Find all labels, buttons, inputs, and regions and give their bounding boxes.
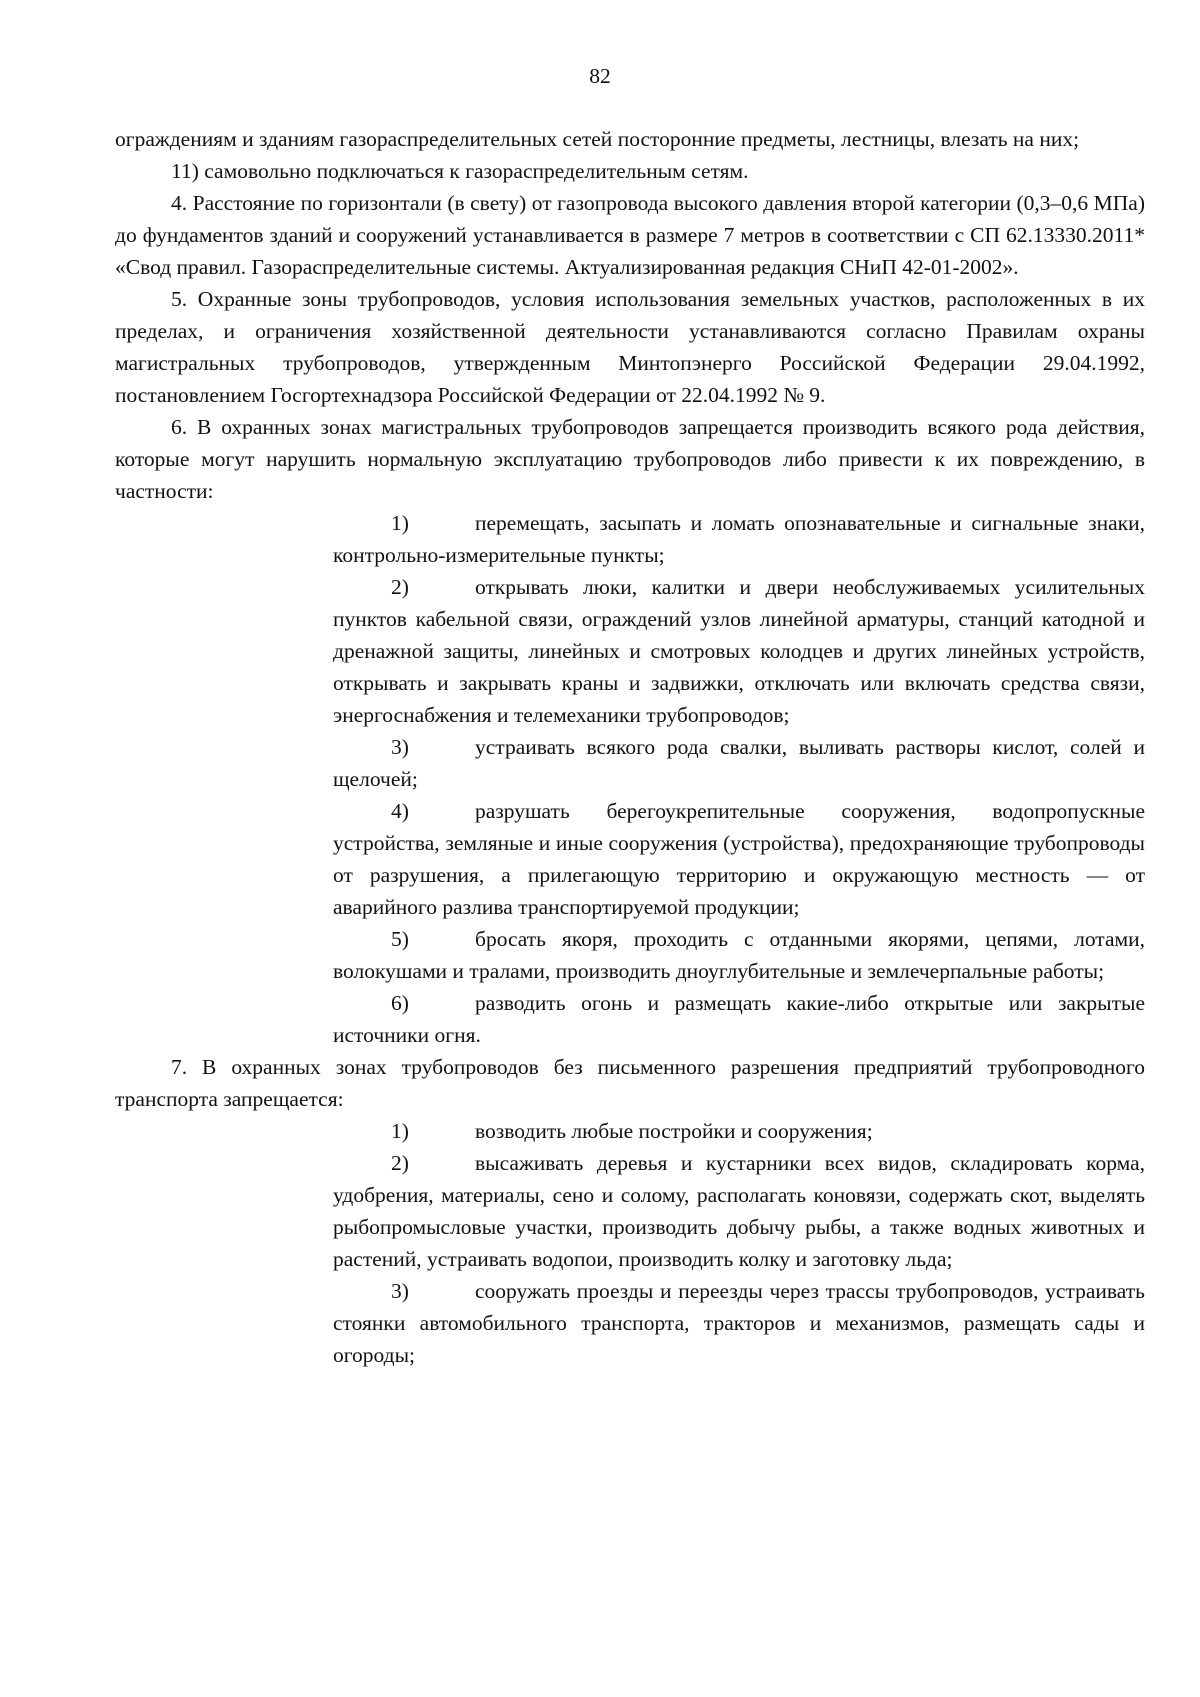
list-paragraph-6 [333,507,1145,1051]
list-item [333,987,1145,1051]
list-item [333,507,1145,571]
page-number: 82 [589,64,611,88]
list-item-text: высаживать деревья и кустарники всех видов, складировать корма, удобрения, материалы, сено и солому, располагать коновязи, содержать скот, выделять рыбопромысловые участки, производить добычу рыбы, а также водных животных и растений, устраивать водопои, производить колку и заготовку льда; [333,1151,1145,1271]
list-item-text: открывать люки, калитки и двери необслуживаемых усилительных пунктов кабельной связи, ограждений узлов линейной арматуры, станций катодной и дренажной защиты, линейных и смотровых колодцев и других линейных устройств, открывать и закрывать краны и задвижки, отключать или включать средства связи, энергоснабжения и телемеханики трубопроводов; [333,575,1145,727]
list-item-number: 6) [391,991,409,1015]
page-body [115,123,1145,1371]
list-item [333,1275,1145,1371]
list-item-text: устраивать всякого рода свалки, выливать растворы кислот, солей и щелочей; [333,735,1145,791]
list-item-number: 5) [391,927,409,951]
list-item-text: разводить огонь и размещать какие-либо открытые или закрытые источники огня. [333,991,1145,1047]
list-item [333,795,1145,923]
list-item-number: 3) [391,1279,409,1303]
list-item-number: 2) [391,575,409,599]
list-item [333,731,1145,795]
list-item-number: 4) [391,799,409,823]
list-item-number: 2) [391,1151,409,1175]
list-item-text: бросать якоря, проходить с отданными якорями, цепями, лотами, волокушами и тралами, производить дноуглубительные и землечерпальные работы; [333,927,1145,983]
list-item-text: возводить любые постройки и сооружения; [475,1119,873,1143]
paragraph-6: 6. В охранных зонах магистральных трубопроводов запрещается производить всякого рода действия, которые могут нарушить нормальную эксплуатацию трубопроводов либо привести к их повреждению, в частности: [115,415,1145,503]
list-item [333,1147,1145,1275]
list-item-number: 1) [391,1119,409,1143]
list-paragraph-7 [333,1115,1145,1371]
list-item [333,1115,1145,1147]
list-item [333,923,1145,987]
list-item-number: 1) [391,511,409,535]
list-item-text: разрушать берегоукрепительные сооружения, водопропускные устройства, земляные и иные сооружения (устройства), предохраняющие трубопроводы от разрушения, а прилегающую территорию и окружающую местность — от аварийного разлива транспортируемой продукции; [333,799,1145,919]
list-item-text: перемещать, засыпать и ломать опознавательные и сигнальные знаки, контрольно-измерительные пункты; [333,511,1145,567]
paragraph-item-11: 11) самовольно подключаться к газораспределительным сетям. [171,159,749,183]
paragraph-7: 7. В охранных зонах трубопроводов без письменного разрешения предприятий трубопроводного транспорта запрещается: [115,1055,1145,1111]
list-item-text: сооружать проезды и переезды через трассы трубопроводов, устраивать стоянки автомобильного транспорта, тракторов и механизмов, размещать сады и огороды; [333,1279,1145,1367]
paragraph-5: 5. Охранные зоны трубопроводов, условия использования земельных участков, расположенных в их пределах, и ограничения хозяйственной деятельности устанавливаются согласно Правилам охраны магистральных трубопроводов, утвержденным Минтопэнерго Российской Федерации 29.04.1992, постановлением Госгортехнадзора Российской Федерации от 22.04.1992 № 9. [115,287,1145,407]
list-item [333,571,1145,731]
paragraph-4: 4. Расстояние по горизонтали (в свету) от газопровода высокого давления второй категории (0,3–0,6 МПа) до фундаментов зданий и сооружений устанавливается в размере 7 метров в соответствии с СП 62.13330.2011* «Свод правил. Газораспределительные системы. Актуализированная редакция СНиП 42-01-2002». [115,191,1145,279]
paragraph-continuation: ограждениям и зданиям газораспределительных сетей посторонние предметы, лестницы, влезать на них; [115,127,1080,151]
list-item-number: 3) [391,735,409,759]
